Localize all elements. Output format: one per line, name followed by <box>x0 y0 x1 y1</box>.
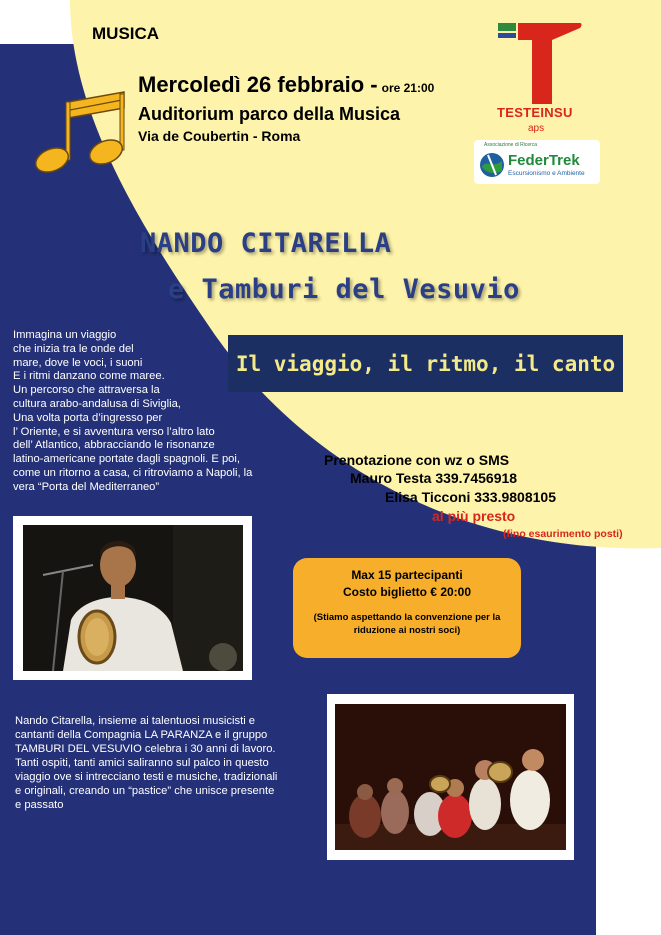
description-line: TAMBURI DEL VESUVIO celebra i 30 anni di lavoro. <box>15 743 276 755</box>
intro-line: l’ Oriente, e si avventura verso l’altro lato <box>13 425 215 438</box>
federtrek-tagline: Escursionismo e Ambiente <box>508 170 585 177</box>
date-text: Mercoledì 26 febbraio - <box>138 72 378 97</box>
event-subtitle: Il viaggio, il ritmo, il canto <box>235 351 616 376</box>
group-image <box>335 704 566 850</box>
description-text <box>15 714 315 812</box>
intro-line: cultura arabo-andalusa di Siviglia, <box>13 397 181 410</box>
intro-line: E i ritmi danzano come maree. <box>13 370 165 383</box>
intro-line: mare, dove le voci, i suoni <box>13 356 143 369</box>
performer-photo <box>13 516 252 680</box>
music-note-icon <box>28 88 130 176</box>
event-venue: Auditorium parco della Musica <box>138 104 401 124</box>
discount-note: (Stiamo aspettando la convenzione per la riduzione ai nostri soci) <box>313 612 501 636</box>
section-label: MUSICA <box>92 24 160 43</box>
intro-line: che inizia tra le onde del <box>13 342 134 355</box>
description-line: e passato <box>15 799 64 811</box>
intro-line: Un percorso che attraversa la <box>13 384 160 397</box>
booking-urgency: al più presto <box>432 508 516 524</box>
event-time: ore 21:00 <box>381 81 435 95</box>
intro-line: Immagina un viaggio <box>13 329 117 341</box>
intro-line: vera “Porta del Mediterraneo” <box>13 480 160 493</box>
federtrek-name: FederTrek <box>508 152 580 169</box>
info-box <box>293 558 521 658</box>
testeinsu-name: TESTEINSU <box>497 105 573 120</box>
artist-name: NANDO CITARELLA <box>140 228 392 259</box>
federtrek-logo <box>474 140 600 184</box>
description-line: Nando Citarella, insieme ai talentuosi musicisti e <box>15 715 256 727</box>
booking-heading: Prenotazione con wz o SMS <box>324 452 510 468</box>
intro-line: latino-americane portate dagli spagnoli. E poi, <box>13 453 240 466</box>
booking-contact-2: Elisa Ticconi 333.9808105 <box>385 489 556 505</box>
federtrek-assoc: Associazione di Ricerca <box>484 142 538 148</box>
booking-note: (fino esaurimento posti) <box>503 528 623 540</box>
intro-line: dell’ Atlantico, abbracciando le risonanze <box>13 439 215 452</box>
artist-group: e Tamburi del Vesuvio <box>168 274 520 305</box>
max-participants: Max 15 partecipanti <box>351 568 463 582</box>
event-date <box>138 72 434 98</box>
ticket-price: Costo biglietto € 20:00 <box>342 585 472 599</box>
group-photo <box>327 694 574 860</box>
description-line: Tanti ospiti, tanti amici saliranno sul palco in questo <box>15 757 269 769</box>
intro-text <box>13 329 298 495</box>
testeinsu-logo-icon <box>492 20 584 112</box>
description-line: viaggio ove si intrecciano testi e musiche, tradizionali <box>15 771 278 783</box>
description-line: e originali, creando un “pastice” che unisce presente <box>15 785 275 797</box>
performer-image <box>23 525 243 671</box>
event-address: Via de Coubertin - Roma <box>138 128 301 144</box>
intro-line: come un ritorno a casa, ci ritroviamo a Napoli, la <box>13 466 253 479</box>
booking-contact-1: Mauro Testa 339.7456918 <box>350 470 518 486</box>
description-line: cantanti della Compagnia LA PARANZA e il gruppo <box>15 729 268 741</box>
testeinsu-aps: aps <box>528 123 545 134</box>
globe-icon <box>478 151 506 179</box>
intro-line: Una volta porta d’ingresso per <box>13 411 163 424</box>
